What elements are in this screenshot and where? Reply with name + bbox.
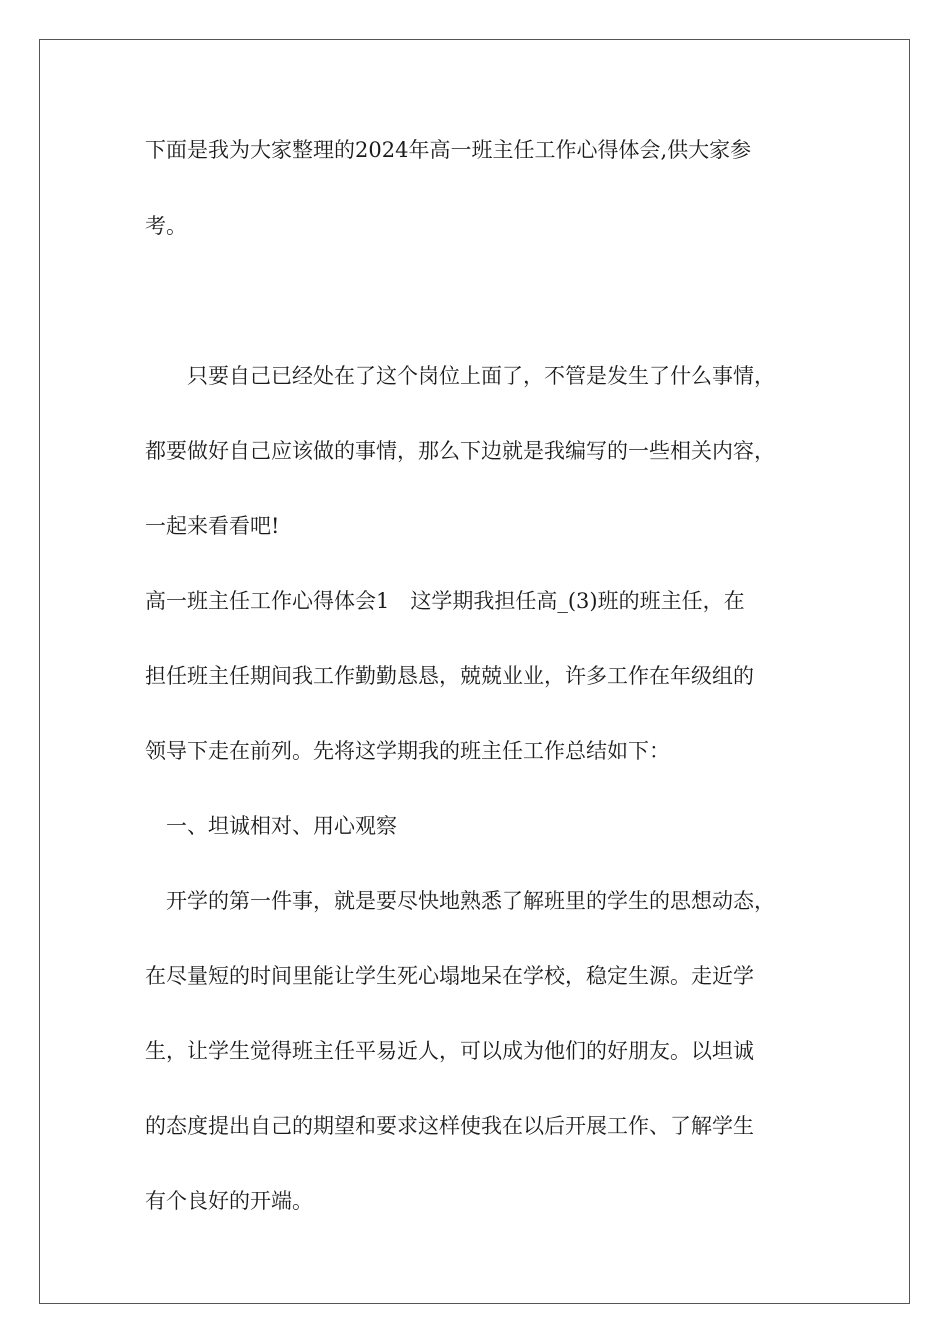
- section-heading: 一、坦诚相对、用心观察: [145, 814, 397, 838]
- text-line-4: 都要做好自己应该做的事情，那么下边就是我编写的一些相关内容，: [145, 439, 775, 463]
- text-line-13: 的态度提出自己的期望和要求这样使我在以后开展工作、了解学生: [145, 1114, 754, 1138]
- text-line-14: 有个良好的开端。: [145, 1189, 313, 1213]
- text-line-10: 开学的第一件事，就是要尽快地熟悉了解班里的学生的思想动态，: [145, 889, 775, 913]
- text-line-3: 只要自己已经处在了这个岗位上面了，不管是发生了什么事情，: [145, 364, 775, 388]
- text-line-5: 一起来看看吧!: [145, 514, 280, 538]
- text-line-8: 领导下走在前列。先将这学期我的班主任工作总结如下：: [145, 739, 670, 763]
- text-line-6: 高一班主任工作心得体会1 这学期我担任高_(3)班的班主任，在: [145, 589, 745, 613]
- text-line-11: 在尽量短的时间里能让学生死心塌地呆在学校，稳定生源。走近学: [145, 964, 754, 988]
- text-line-1: 下面是我为大家整理的2024年高一班主任工作心得体会,供大家参: [145, 138, 752, 162]
- text-line-7: 担任班主任期间我工作勤勤恳恳，兢兢业业，许多工作在年级组的: [145, 664, 754, 688]
- text-line-12: 生，让学生觉得班主任平易近人，可以成为他们的好朋友。以坦诚: [145, 1039, 754, 1063]
- text-line-2: 考。: [145, 214, 187, 238]
